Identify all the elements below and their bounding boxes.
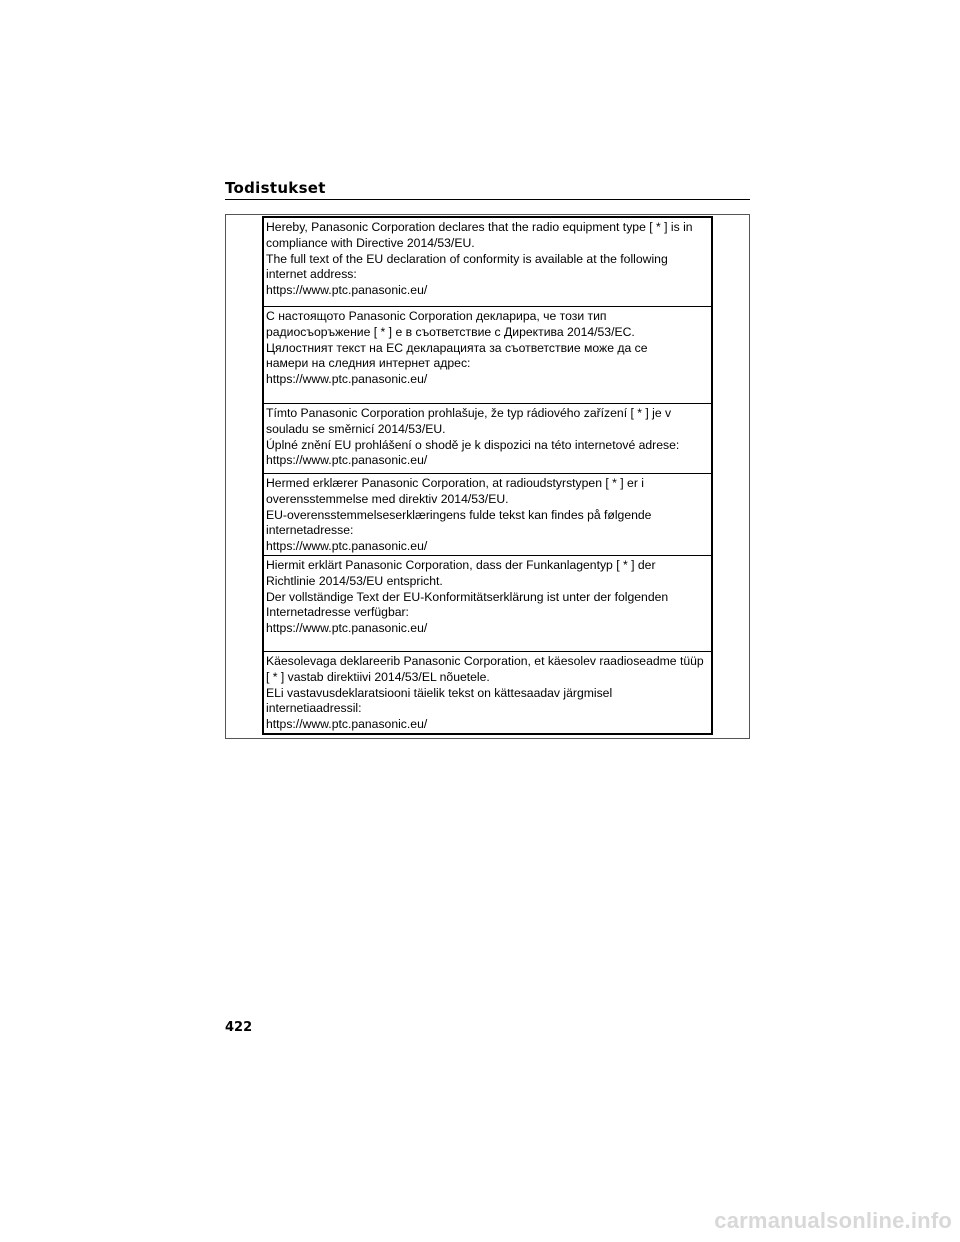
declaration-german — [264, 556, 711, 652]
declaration-line: С настоящото Panasonic Corporation декларира, че този тип — [266, 309, 607, 323]
declaration-czech — [264, 404, 711, 474]
declaration-line: Der vollständige Text der EU-Konformitätserklärung ist unter der folgenden — [266, 589, 669, 604]
declaration-line: https://www.ptc.panasonic.eu/ — [266, 453, 428, 468]
declaration-line: internetiaadressil: — [266, 701, 362, 716]
declaration-line: internet address: — [266, 267, 357, 282]
declaration-line: EU-overensstemmelseserklæringens fulde tekst kan findes på følgende — [266, 507, 652, 522]
declaration-line: Hereby, Panasonic Corporation declares that the radio equipment type [ * ] is in — [266, 220, 693, 234]
declaration-line: souladu se směrnicí 2014/53/EU. — [266, 421, 446, 436]
declaration-line: Tímto Panasonic Corporation prohlašuje, že typ rádiového zařízení [ * ] je v — [266, 406, 672, 420]
declaration-line: ELi vastavusdeklaratsiooni täielik tekst on kättesaadav järgmisel — [266, 685, 613, 700]
page-number: 422 — [225, 1020, 253, 1035]
section-title: Todistukset — [225, 179, 326, 197]
declaration-line: Hiermit erklärt Panasonic Corporation, dass der Funkanlagentyp [ * ] der — [266, 558, 656, 572]
declaration-line: https://www.ptc.panasonic.eu/ — [266, 717, 428, 732]
declaration-line: https://www.ptc.panasonic.eu/ — [266, 283, 428, 298]
declaration-line: https://www.ptc.panasonic.eu/ — [266, 621, 428, 636]
declaration-bulgarian — [264, 307, 711, 404]
declaration-line: [ * ] vastab direktiivi 2014/53/EL nõuetele. — [266, 669, 490, 684]
declaration-line: compliance with Directive 2014/53/EU. — [266, 235, 475, 250]
site-watermark: carmanualsonline.info — [714, 1208, 952, 1233]
declaration-table — [262, 216, 713, 735]
title-divider — [225, 199, 750, 200]
declaration-line: https://www.ptc.panasonic.eu/ — [266, 539, 428, 554]
declaration-line: internetadresse: — [266, 523, 354, 538]
declaration-danish — [264, 474, 711, 556]
declaration-english — [264, 218, 711, 307]
declaration-line: Hermed erklærer Panasonic Corporation, at radioudstyrstypen [ * ] er i — [266, 476, 644, 490]
declaration-line: намери на следния интернет адрес: — [266, 356, 471, 371]
declaration-line: Úplné znění EU prohlášení o shodě je k dispozici na této internetové adrese: — [266, 437, 680, 452]
declaration-line: Käesolevaga deklareerib Panasonic Corporation, et käesolev raadioseadme tüüp — [266, 654, 704, 668]
declaration-estonian — [264, 652, 711, 733]
declaration-line: The full text of the EU declaration of conformity is available at the following — [266, 251, 668, 266]
declaration-line: overensstemmelse med direktiv 2014/53/EU. — [266, 491, 509, 506]
declaration-line: Richtlinie 2014/53/EU entspricht. — [266, 573, 443, 588]
declaration-line: https://www.ptc.panasonic.eu/ — [266, 372, 428, 387]
declaration-line: радиосъоръжение [ * ] е в съответствие с Директива 2014/53/ЕС. — [266, 324, 635, 339]
declaration-line: Цялостният текст на ЕС декларацията за съответствие може да се — [266, 340, 648, 355]
declaration-line: Internetadresse verfügbar: — [266, 605, 409, 620]
